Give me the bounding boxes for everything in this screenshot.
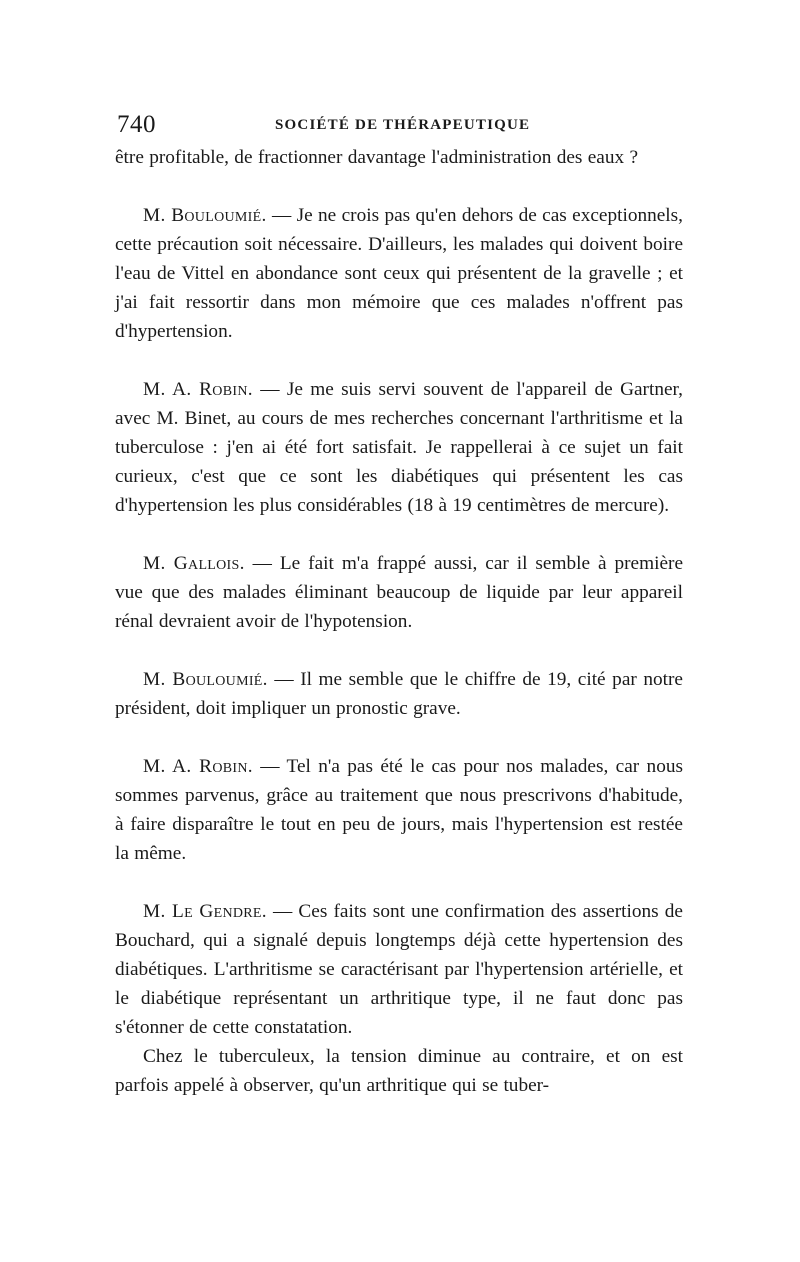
- paragraph-text: — Je ne crois pas qu'en dehors de cas exceptionnels, cette précaution soit nécessaire. D'ailleurs, les malades qui doivent boire l'eau de Vittel en abondance sont ceux qui présentent de la gravelle ; et j'ai fait ressortir dans mon mémoire que ces malades n'offrent pas d'hypertension.: [115, 205, 683, 342]
- page-number: 740: [117, 111, 156, 138]
- speaker-name: M. Bouloumié.: [143, 669, 268, 690]
- paragraph-tuberculeux: [115, 1042, 683, 1100]
- paragraph-robin-2: [115, 752, 683, 868]
- paragraph-text: — Ces faits sont une confirmation des assertions de Bouchard, qui a signalé depuis longtemps déjà cette hypertension des diabétiques. L'arthritisme se caractérisant par l'hypertension artérielle, et le diabétique représentant un arthritique type, il ne faut donc pas s'étonner de cette constatation.: [115, 901, 683, 1038]
- body-text: [115, 143, 683, 1100]
- running-title: SOCIÉTÉ DE THÉRAPEUTIQUE: [275, 117, 531, 133]
- paragraph-bouloumie-1: [115, 201, 683, 346]
- paragraph-text: — Tel n'a pas été le cas pour nos malades, car nous sommes parvenus, grâce au traitement que nous prescrivons d'habitude, à faire disparaître le tout en peu de jours, mais l'hypertension est restée la même.: [115, 756, 683, 864]
- book-page: [115, 105, 683, 1100]
- paragraph-text: être profitable, de fractionner davantage l'administration des eaux ?: [115, 147, 639, 168]
- paragraph-text: — Je me suis servi souvent de l'appareil de Gartner, avec M. Binet, au cours de mes recherches concernant l'arthritisme et la tuberculose : j'en ai été fort satisfait. Je rappellerai à ce sujet un fait curieux, c'est que ce sont les diabétiques qui présentent les cas d'hypertension les plus considérables (18 à 19 centimètres de mercure).: [115, 379, 683, 516]
- paragraph-continuation: [115, 143, 683, 172]
- paragraph-gallois: [115, 549, 683, 636]
- page-header: [115, 105, 683, 143]
- paragraph-robin-1: [115, 375, 683, 520]
- speaker-name: M. A. Robin.: [143, 756, 253, 777]
- paragraph-text: Chez le tuberculeux, la tension diminue au contraire, et on est parfois appelé à observer, qu'un arthritique qui se tuber-: [115, 1046, 683, 1096]
- paragraph-bouloumie-2: [115, 665, 683, 723]
- speaker-name: M. Bouloumié.: [143, 205, 267, 226]
- paragraph-text: — Il me semble que le chiffre de 19, cité par notre président, doit impliquer un pronostic grave.: [115, 669, 683, 719]
- speaker-name: M. A. Robin.: [143, 379, 253, 400]
- paragraph-text: — Le fait m'a frappé aussi, car il semble à première vue que des malades éliminant beaucoup de liquide par leur appareil rénal devraient avoir de l'hypotension.: [115, 553, 683, 632]
- speaker-name: M. Le Gendre.: [143, 901, 267, 922]
- speaker-name: M. Gallois.: [143, 553, 245, 574]
- paragraph-le-gendre: [115, 897, 683, 1042]
